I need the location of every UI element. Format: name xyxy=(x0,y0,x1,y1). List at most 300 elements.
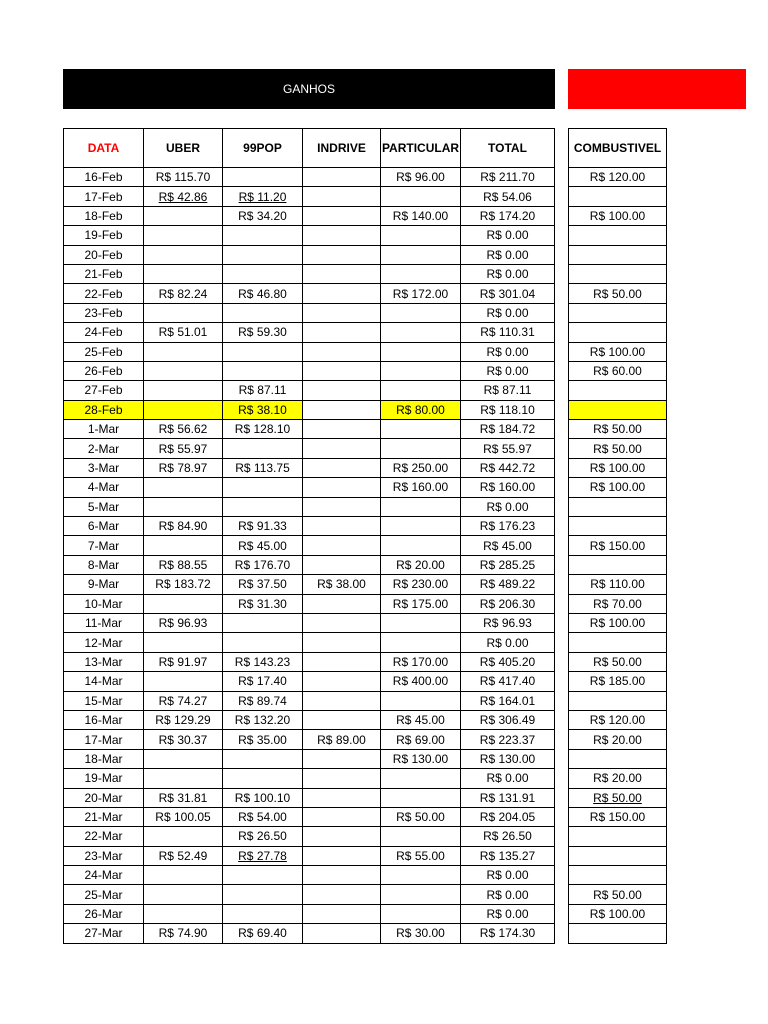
cell-combustivel[interactable]: R$ 50.00 xyxy=(569,885,667,904)
cell-indrive[interactable] xyxy=(303,710,381,729)
cell-date[interactable]: 18-Feb xyxy=(64,206,144,225)
cell-indrive[interactable] xyxy=(303,594,381,613)
cell-indrive[interactable] xyxy=(303,284,381,303)
fuel-row xyxy=(569,885,667,904)
cell-particular[interactable]: R$ 45.00 xyxy=(381,710,461,729)
cell-99pop[interactable]: R$ 17.40 xyxy=(223,672,303,691)
cell-99pop[interactable]: R$ 59.30 xyxy=(223,323,303,342)
cell-date[interactable]: 13-Mar xyxy=(64,652,144,671)
cell-99pop[interactable] xyxy=(223,769,303,788)
cell-99pop[interactable]: R$ 89.74 xyxy=(223,691,303,710)
table-row xyxy=(64,749,555,768)
cell-99pop[interactable]: R$ 27.78 xyxy=(223,846,303,865)
cell-99pop[interactable]: R$ 54.00 xyxy=(223,807,303,826)
cell-combustivel[interactable]: R$ 100.00 xyxy=(569,458,667,477)
cell-combustivel[interactable]: R$ 70.00 xyxy=(569,594,667,613)
cell-date[interactable]: 22-Mar xyxy=(64,827,144,846)
cell-total[interactable]: R$ 130.00 xyxy=(461,749,555,768)
cell-combustivel[interactable] xyxy=(569,517,667,536)
cell-combustivel[interactable]: R$ 60.00 xyxy=(569,361,667,380)
cell-particular[interactable] xyxy=(381,342,461,361)
cell-particular[interactable] xyxy=(381,439,461,458)
cell-total[interactable]: R$ 0.00 xyxy=(461,885,555,904)
cell-particular[interactable] xyxy=(381,788,461,807)
cell-indrive[interactable] xyxy=(303,555,381,574)
cell-99pop[interactable]: R$ 128.10 xyxy=(223,420,303,439)
cell-date[interactable]: 26-Feb xyxy=(64,361,144,380)
cell-uber[interactable] xyxy=(144,245,223,264)
cell-99pop[interactable]: R$ 113.75 xyxy=(223,458,303,477)
cell-99pop[interactable] xyxy=(223,613,303,632)
cell-date[interactable]: 12-Mar xyxy=(64,633,144,652)
cell-combustivel[interactable] xyxy=(569,264,667,283)
cell-total[interactable]: R$ 0.00 xyxy=(461,342,555,361)
cell-total[interactable]: R$ 0.00 xyxy=(461,866,555,885)
cell-total[interactable]: R$ 204.05 xyxy=(461,807,555,826)
cell-99pop[interactable]: R$ 45.00 xyxy=(223,536,303,555)
cell-99pop[interactable]: R$ 31.30 xyxy=(223,594,303,613)
cell-indrive[interactable] xyxy=(303,361,381,380)
cell-indrive[interactable] xyxy=(303,536,381,555)
cell-99pop[interactable] xyxy=(223,226,303,245)
cell-uber[interactable]: R$ 78.97 xyxy=(144,458,223,477)
cell-uber[interactable]: R$ 115.70 xyxy=(144,168,223,187)
cell-uber[interactable] xyxy=(144,866,223,885)
cell-date[interactable]: 20-Mar xyxy=(64,788,144,807)
cell-particular[interactable] xyxy=(381,885,461,904)
cell-total[interactable]: R$ 26.50 xyxy=(461,827,555,846)
cell-combustivel[interactable]: R$ 20.00 xyxy=(569,730,667,749)
cell-particular[interactable] xyxy=(381,866,461,885)
cell-date[interactable]: 4-Mar xyxy=(64,478,144,497)
cell-combustivel[interactable]: R$ 100.00 xyxy=(569,478,667,497)
cell-indrive[interactable] xyxy=(303,924,381,943)
cell-total[interactable]: R$ 0.00 xyxy=(461,769,555,788)
cell-particular[interactable] xyxy=(381,303,461,322)
cell-uber[interactable] xyxy=(144,361,223,380)
cell-99pop[interactable] xyxy=(223,264,303,283)
cell-date[interactable]: 28-Feb xyxy=(64,400,144,419)
cell-date[interactable]: 7-Mar xyxy=(64,536,144,555)
cell-combustivel[interactable]: R$ 50.00 xyxy=(569,652,667,671)
cell-particular[interactable]: R$ 96.00 xyxy=(381,168,461,187)
cell-combustivel[interactable]: R$ 185.00 xyxy=(569,672,667,691)
cell-particular[interactable] xyxy=(381,497,461,516)
cell-uber[interactable]: R$ 129.29 xyxy=(144,710,223,729)
cell-combustivel[interactable] xyxy=(569,226,667,245)
cell-99pop[interactable]: R$ 26.50 xyxy=(223,827,303,846)
cell-indrive[interactable] xyxy=(303,168,381,187)
cell-combustivel[interactable] xyxy=(569,633,667,652)
cell-particular[interactable] xyxy=(381,226,461,245)
cell-total[interactable]: R$ 131.91 xyxy=(461,788,555,807)
cell-99pop[interactable]: R$ 132.20 xyxy=(223,710,303,729)
cell-date[interactable]: 21-Mar xyxy=(64,807,144,826)
cell-uber[interactable] xyxy=(144,206,223,225)
cell-99pop[interactable] xyxy=(223,439,303,458)
cell-particular[interactable] xyxy=(381,420,461,439)
cell-total[interactable]: R$ 174.30 xyxy=(461,924,555,943)
cell-indrive[interactable] xyxy=(303,323,381,342)
cell-uber[interactable]: R$ 96.93 xyxy=(144,613,223,632)
cell-99pop[interactable] xyxy=(223,361,303,380)
cell-uber[interactable] xyxy=(144,769,223,788)
cell-99pop[interactable] xyxy=(223,342,303,361)
cell-99pop[interactable]: R$ 11.20 xyxy=(223,187,303,206)
cell-indrive[interactable] xyxy=(303,342,381,361)
cell-total[interactable]: R$ 301.04 xyxy=(461,284,555,303)
cell-particular[interactable] xyxy=(381,633,461,652)
cell-uber[interactable] xyxy=(144,885,223,904)
cell-total[interactable]: R$ 0.00 xyxy=(461,361,555,380)
cell-indrive[interactable] xyxy=(303,672,381,691)
cell-uber[interactable]: R$ 74.90 xyxy=(144,924,223,943)
cell-uber[interactable] xyxy=(144,672,223,691)
cell-99pop[interactable]: R$ 35.00 xyxy=(223,730,303,749)
cell-total[interactable]: R$ 55.97 xyxy=(461,439,555,458)
cell-combustivel[interactable]: R$ 100.00 xyxy=(569,342,667,361)
header-indrive[interactable]: INDRIVE xyxy=(303,129,381,168)
cell-uber[interactable]: R$ 55.97 xyxy=(144,439,223,458)
cell-indrive[interactable] xyxy=(303,303,381,322)
cell-indrive[interactable] xyxy=(303,497,381,516)
cell-indrive[interactable] xyxy=(303,264,381,283)
cell-total[interactable]: R$ 160.00 xyxy=(461,478,555,497)
cell-total[interactable]: R$ 417.40 xyxy=(461,672,555,691)
cell-combustivel[interactable] xyxy=(569,381,667,400)
cell-total[interactable]: R$ 223.37 xyxy=(461,730,555,749)
cell-total[interactable]: R$ 184.72 xyxy=(461,420,555,439)
cell-date[interactable]: 27-Feb xyxy=(64,381,144,400)
cell-indrive[interactable] xyxy=(303,885,381,904)
cell-indrive[interactable] xyxy=(303,904,381,923)
cell-total[interactable]: R$ 176.23 xyxy=(461,517,555,536)
cell-indrive[interactable] xyxy=(303,381,381,400)
cell-combustivel[interactable]: R$ 50.00 xyxy=(569,284,667,303)
cell-date[interactable]: 11-Mar xyxy=(64,613,144,632)
cell-uber[interactable]: R$ 31.81 xyxy=(144,788,223,807)
cell-uber[interactable] xyxy=(144,904,223,923)
cell-combustivel[interactable] xyxy=(569,497,667,516)
cell-combustivel[interactable]: R$ 110.00 xyxy=(569,575,667,594)
cell-particular[interactable]: R$ 175.00 xyxy=(381,594,461,613)
cell-particular[interactable] xyxy=(381,323,461,342)
table-row xyxy=(64,517,555,536)
cell-combustivel[interactable] xyxy=(569,749,667,768)
cell-particular[interactable] xyxy=(381,827,461,846)
cell-uber[interactable]: R$ 88.55 xyxy=(144,555,223,574)
cell-particular[interactable]: R$ 30.00 xyxy=(381,924,461,943)
cell-99pop[interactable]: R$ 91.33 xyxy=(223,517,303,536)
table-row xyxy=(64,206,555,225)
cell-date[interactable]: 19-Mar xyxy=(64,769,144,788)
cell-uber[interactable] xyxy=(144,342,223,361)
cell-combustivel[interactable]: R$ 50.00 xyxy=(569,439,667,458)
header-total[interactable]: TOTAL xyxy=(461,129,555,168)
cell-particular[interactable]: R$ 130.00 xyxy=(381,749,461,768)
cell-99pop[interactable]: R$ 37.50 xyxy=(223,575,303,594)
cell-total[interactable]: R$ 0.00 xyxy=(461,497,555,516)
table-row xyxy=(64,536,555,555)
cell-total[interactable]: R$ 405.20 xyxy=(461,652,555,671)
cell-99pop[interactable]: R$ 176.70 xyxy=(223,555,303,574)
cell-particular[interactable] xyxy=(381,769,461,788)
cell-date[interactable]: 5-Mar xyxy=(64,497,144,516)
fuel-row xyxy=(569,168,667,187)
header-combustivel[interactable]: COMBUSTIVEL xyxy=(569,129,667,168)
cell-total[interactable]: R$ 45.00 xyxy=(461,536,555,555)
cell-indrive[interactable] xyxy=(303,458,381,477)
cell-total[interactable]: R$ 0.00 xyxy=(461,904,555,923)
cell-uber[interactable] xyxy=(144,594,223,613)
header-particular[interactable]: PARTICULAR xyxy=(381,129,461,168)
cell-particular[interactable] xyxy=(381,536,461,555)
cell-indrive[interactable] xyxy=(303,400,381,419)
cell-indrive[interactable] xyxy=(303,613,381,632)
cell-99pop[interactable] xyxy=(223,497,303,516)
cell-indrive[interactable] xyxy=(303,769,381,788)
cell-combustivel[interactable]: R$ 150.00 xyxy=(569,536,667,555)
cell-indrive[interactable] xyxy=(303,652,381,671)
cell-combustivel[interactable] xyxy=(569,691,667,710)
cell-uber[interactable]: R$ 42.86 xyxy=(144,187,223,206)
cell-date[interactable]: 23-Mar xyxy=(64,846,144,865)
cell-combustivel[interactable]: R$ 50.00 xyxy=(569,788,667,807)
cell-uber[interactable]: R$ 52.49 xyxy=(144,846,223,865)
cell-particular[interactable]: R$ 80.00 xyxy=(381,400,461,419)
cell-date[interactable]: 10-Mar xyxy=(64,594,144,613)
cell-total[interactable]: R$ 96.93 xyxy=(461,613,555,632)
cell-date[interactable]: 1-Mar xyxy=(64,420,144,439)
cell-date[interactable]: 14-Mar xyxy=(64,672,144,691)
cell-99pop[interactable] xyxy=(223,168,303,187)
cell-99pop[interactable] xyxy=(223,749,303,768)
cell-particular[interactable]: R$ 400.00 xyxy=(381,672,461,691)
cell-uber[interactable] xyxy=(144,381,223,400)
cell-total[interactable]: R$ 206.30 xyxy=(461,594,555,613)
cell-indrive[interactable] xyxy=(303,788,381,807)
header-99pop[interactable]: 99POP xyxy=(223,129,303,168)
cell-uber[interactable]: R$ 30.37 xyxy=(144,730,223,749)
cell-date[interactable]: 25-Mar xyxy=(64,885,144,904)
cell-particular[interactable]: R$ 55.00 xyxy=(381,846,461,865)
cell-indrive[interactable] xyxy=(303,517,381,536)
cell-uber[interactable] xyxy=(144,497,223,516)
cell-indrive[interactable] xyxy=(303,245,381,264)
cell-date[interactable]: 25-Feb xyxy=(64,342,144,361)
cell-uber[interactable] xyxy=(144,633,223,652)
cell-combustivel[interactable]: R$ 100.00 xyxy=(569,206,667,225)
cell-date[interactable]: 17-Mar xyxy=(64,730,144,749)
cell-total[interactable]: R$ 87.11 xyxy=(461,381,555,400)
cell-particular[interactable] xyxy=(381,381,461,400)
fuel-row xyxy=(569,361,667,380)
cell-99pop[interactable]: R$ 38.10 xyxy=(223,400,303,419)
cell-date[interactable]: 19-Feb xyxy=(64,226,144,245)
cell-date[interactable]: 8-Mar xyxy=(64,555,144,574)
cell-indrive[interactable] xyxy=(303,807,381,826)
cell-99pop[interactable]: R$ 34.20 xyxy=(223,206,303,225)
cell-99pop[interactable] xyxy=(223,904,303,923)
cell-99pop[interactable] xyxy=(223,866,303,885)
cell-particular[interactable]: R$ 172.00 xyxy=(381,284,461,303)
cell-date[interactable]: 18-Mar xyxy=(64,749,144,768)
cell-uber[interactable]: R$ 56.62 xyxy=(144,420,223,439)
fuel-row xyxy=(569,652,667,671)
cell-total[interactable]: R$ 285.25 xyxy=(461,555,555,574)
cell-particular[interactable] xyxy=(381,361,461,380)
cell-particular[interactable] xyxy=(381,264,461,283)
cell-date[interactable]: 17-Feb xyxy=(64,187,144,206)
cell-uber[interactable] xyxy=(144,226,223,245)
cell-date[interactable]: 21-Feb xyxy=(64,264,144,283)
cell-indrive[interactable] xyxy=(303,420,381,439)
fuel-row xyxy=(569,613,667,632)
cell-total[interactable]: R$ 0.00 xyxy=(461,264,555,283)
cell-total[interactable]: R$ 174.20 xyxy=(461,206,555,225)
cell-combustivel[interactable] xyxy=(569,555,667,574)
cell-total[interactable]: R$ 489.22 xyxy=(461,575,555,594)
cell-uber[interactable]: R$ 82.24 xyxy=(144,284,223,303)
fuel-row xyxy=(569,400,667,419)
cell-date[interactable]: 3-Mar xyxy=(64,458,144,477)
cell-99pop[interactable] xyxy=(223,245,303,264)
cell-particular[interactable]: R$ 50.00 xyxy=(381,807,461,826)
cell-uber[interactable] xyxy=(144,400,223,419)
cell-date[interactable]: 16-Feb xyxy=(64,168,144,187)
cell-total[interactable]: R$ 442.72 xyxy=(461,458,555,477)
cell-uber[interactable] xyxy=(144,827,223,846)
cell-indrive[interactable] xyxy=(303,226,381,245)
cell-date[interactable]: 2-Mar xyxy=(64,439,144,458)
cell-combustivel[interactable]: R$ 20.00 xyxy=(569,769,667,788)
cell-uber[interactable] xyxy=(144,749,223,768)
cell-combustivel[interactable]: R$ 50.00 xyxy=(569,420,667,439)
cell-total[interactable]: R$ 306.49 xyxy=(461,710,555,729)
cell-combustivel[interactable]: R$ 150.00 xyxy=(569,807,667,826)
cell-particular[interactable] xyxy=(381,517,461,536)
cell-combustivel[interactable] xyxy=(569,827,667,846)
cell-combustivel[interactable] xyxy=(569,924,667,943)
cell-date[interactable]: 6-Mar xyxy=(64,517,144,536)
cell-combustivel[interactable] xyxy=(569,303,667,322)
cell-particular[interactable]: R$ 230.00 xyxy=(381,575,461,594)
cell-particular[interactable]: R$ 160.00 xyxy=(381,478,461,497)
cell-date[interactable]: 27-Mar xyxy=(64,924,144,943)
cell-combustivel[interactable]: R$ 100.00 xyxy=(569,904,667,923)
cell-combustivel[interactable]: R$ 120.00 xyxy=(569,710,667,729)
cell-99pop[interactable] xyxy=(223,478,303,497)
cell-total[interactable]: R$ 0.00 xyxy=(461,245,555,264)
cell-99pop[interactable]: R$ 100.10 xyxy=(223,788,303,807)
cell-particular[interactable]: R$ 20.00 xyxy=(381,555,461,574)
cell-particular[interactable]: R$ 140.00 xyxy=(381,206,461,225)
cell-uber[interactable] xyxy=(144,303,223,322)
cell-99pop[interactable]: R$ 143.23 xyxy=(223,652,303,671)
cell-particular[interactable]: R$ 250.00 xyxy=(381,458,461,477)
cell-total[interactable]: R$ 0.00 xyxy=(461,226,555,245)
cell-99pop[interactable] xyxy=(223,885,303,904)
cell-total[interactable]: R$ 0.00 xyxy=(461,303,555,322)
cell-uber[interactable]: R$ 74.27 xyxy=(144,691,223,710)
cell-combustivel[interactable] xyxy=(569,187,667,206)
cell-particular[interactable]: R$ 170.00 xyxy=(381,652,461,671)
cell-particular[interactable] xyxy=(381,187,461,206)
cell-date[interactable]: 26-Mar xyxy=(64,904,144,923)
cell-uber[interactable] xyxy=(144,478,223,497)
cell-particular[interactable]: R$ 69.00 xyxy=(381,730,461,749)
cell-indrive[interactable] xyxy=(303,478,381,497)
cell-date[interactable]: 22-Feb xyxy=(64,284,144,303)
cell-particular[interactable] xyxy=(381,904,461,923)
cell-indrive[interactable] xyxy=(303,691,381,710)
cell-total[interactable]: R$ 135.27 xyxy=(461,846,555,865)
cell-indrive[interactable] xyxy=(303,866,381,885)
cell-indrive[interactable] xyxy=(303,846,381,865)
cell-combustivel[interactable] xyxy=(569,866,667,885)
cell-particular[interactable] xyxy=(381,245,461,264)
header-uber[interactable]: UBER xyxy=(144,129,223,168)
cell-particular[interactable] xyxy=(381,691,461,710)
cell-date[interactable]: 24-Mar xyxy=(64,866,144,885)
cell-99pop[interactable]: R$ 46.80 xyxy=(223,284,303,303)
cell-total[interactable]: R$ 110.31 xyxy=(461,323,555,342)
cell-indrive[interactable] xyxy=(303,206,381,225)
cell-uber[interactable] xyxy=(144,536,223,555)
cell-total[interactable]: R$ 211.70 xyxy=(461,168,555,187)
cell-combustivel[interactable]: R$ 120.00 xyxy=(569,168,667,187)
cell-total[interactable]: R$ 54.06 xyxy=(461,187,555,206)
cell-date[interactable]: 9-Mar xyxy=(64,575,144,594)
cell-combustivel[interactable] xyxy=(569,323,667,342)
cell-indrive[interactable] xyxy=(303,749,381,768)
fuel-row xyxy=(569,769,667,788)
cell-99pop[interactable]: R$ 69.40 xyxy=(223,924,303,943)
header-data[interactable]: DATA xyxy=(64,129,144,168)
cell-uber[interactable] xyxy=(144,264,223,283)
cell-indrive[interactable]: R$ 38.00 xyxy=(303,575,381,594)
cell-indrive[interactable] xyxy=(303,187,381,206)
cell-total[interactable]: R$ 164.01 xyxy=(461,691,555,710)
cell-particular[interactable] xyxy=(381,613,461,632)
cell-99pop[interactable] xyxy=(223,633,303,652)
cell-indrive[interactable] xyxy=(303,827,381,846)
fuel-row xyxy=(569,672,667,691)
cell-indrive[interactable] xyxy=(303,633,381,652)
cell-99pop[interactable]: R$ 87.11 xyxy=(223,381,303,400)
cell-uber[interactable]: R$ 51.01 xyxy=(144,323,223,342)
cell-uber[interactable]: R$ 183.72 xyxy=(144,575,223,594)
cell-indrive[interactable]: R$ 89.00 xyxy=(303,730,381,749)
cell-date[interactable]: 15-Mar xyxy=(64,691,144,710)
cell-uber[interactable]: R$ 84.90 xyxy=(144,517,223,536)
cell-date[interactable]: 24-Feb xyxy=(64,323,144,342)
cell-date[interactable]: 20-Feb xyxy=(64,245,144,264)
cell-combustivel[interactable] xyxy=(569,400,667,419)
cell-combustivel[interactable]: R$ 100.00 xyxy=(569,613,667,632)
cell-indrive[interactable] xyxy=(303,439,381,458)
fuel-row xyxy=(569,788,667,807)
cell-total[interactable]: R$ 118.10 xyxy=(461,400,555,419)
cell-date[interactable]: 23-Feb xyxy=(64,303,144,322)
cell-99pop[interactable] xyxy=(223,303,303,322)
cell-combustivel[interactable] xyxy=(569,245,667,264)
cell-uber[interactable]: R$ 91.97 xyxy=(144,652,223,671)
cell-date[interactable]: 16-Mar xyxy=(64,710,144,729)
cell-total[interactable]: R$ 0.00 xyxy=(461,633,555,652)
cell-combustivel[interactable] xyxy=(569,846,667,865)
cell-uber[interactable]: R$ 100.05 xyxy=(144,807,223,826)
